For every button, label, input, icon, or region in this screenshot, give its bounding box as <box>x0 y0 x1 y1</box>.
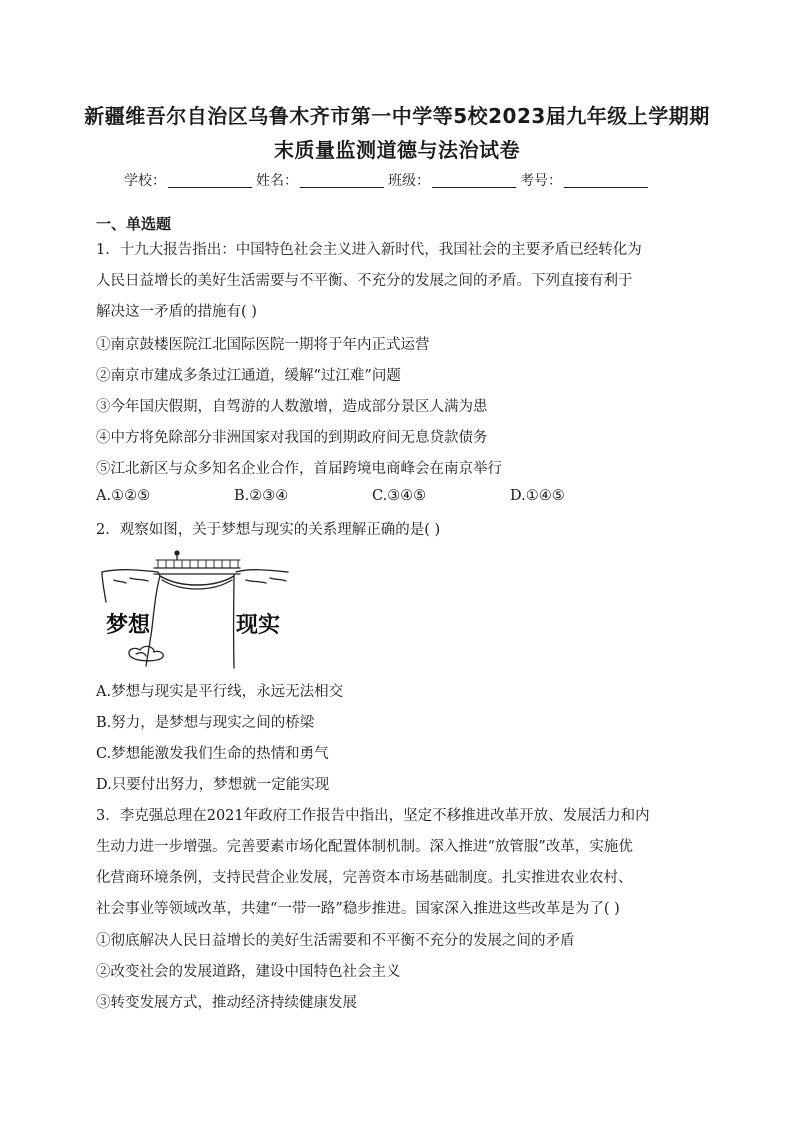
section-heading: 一、单选题 <box>96 215 172 233</box>
q2-option-d[interactable]: D.只要付出努力，梦想就一定能实现 <box>96 777 330 793</box>
q3-stem-line: 3．李克强总理在2021年政府工作报告中指出，坚定不移推进改革开放、发展活力和内 <box>96 808 650 824</box>
q1-item: ⑤江北新区与众多知名企业合作，首届跨境电商峰会在南京举行 <box>96 461 502 477</box>
q1-option-a[interactable]: A.①②⑤ <box>96 488 151 504</box>
q1-stem-line: 1．十九大报告指出：中国特色社会主义进入新时代，我国社会的主要矛盾已经转化为 <box>96 242 642 258</box>
q3-stem-line: 化营商环境条例，支持民营企业发展，完善资本市场基础制度。扎实推进农业农村、 <box>96 870 633 886</box>
q1-item: ②南京市建成多条过江通道，缓解“过江难”问题 <box>96 368 401 384</box>
q1-stem-line: 人民日益增长的美好生活需要与不平衡、不充分的发展之间的矛盾。下列直接有利于 <box>96 273 633 289</box>
figure-label-dream: 梦想 <box>106 612 151 638</box>
number-label: 考号： <box>520 173 562 189</box>
q2-option-a[interactable]: A.梦想与现实是平行线，永远无法相交 <box>96 684 344 700</box>
class-label: 班级： <box>388 173 430 189</box>
number-blank[interactable] <box>564 173 648 188</box>
name-blank[interactable] <box>300 173 384 188</box>
exam-title-line-1: 新疆维吾尔自治区乌鲁木齐市第一中学等5校2023届九年级上学期期 <box>84 104 710 128</box>
q1-option-c[interactable]: C.③④⑤ <box>372 488 427 504</box>
q1-option-b[interactable]: B.②③④ <box>234 488 289 504</box>
school-label: 学校： <box>124 173 166 189</box>
q1-item: ③今年国庆假期，自驾游的人数激增，造成部分景区人满为患 <box>96 399 488 415</box>
figure-label-reality: 现实 <box>236 612 281 638</box>
q2-option-c[interactable]: C.梦想能激发我们生命的热情和勇气 <box>96 746 329 762</box>
name-label: 姓名： <box>256 173 298 189</box>
q2-option-b[interactable]: B.努力，是梦想与现实之间的桥梁 <box>96 715 315 731</box>
q1-stem-line: 解决这一矛盾的措施有( ) <box>96 304 257 320</box>
q2-stem: 2．观察如图，关于梦想与现实的关系理解正确的是( ) <box>96 522 441 538</box>
dream-reality-bridge-figure <box>100 550 290 670</box>
q1-item: ①南京鼓楼医院江北国际医院一期将于年内正式运营 <box>96 337 430 353</box>
class-blank[interactable] <box>432 173 516 188</box>
q1-option-d[interactable]: D.①④⑤ <box>510 488 565 504</box>
q1-item: ④中方将免除部分非洲国家对我国的到期政府间无息贷款债务 <box>96 430 488 446</box>
exam-title-line-2: 末质量监测道德与法治试卷 <box>274 138 520 162</box>
student-info-row <box>124 170 652 190</box>
school-blank[interactable] <box>168 173 252 188</box>
q3-stem-line: 生动力进一步增强。完善要素市场化配置体制机制。深入推进“放管服”改革，实施优 <box>96 839 633 855</box>
q3-item: ②改变社会的发展道路，建设中国特色社会主义 <box>96 964 401 980</box>
q3-item: ①彻底解决人民日益增长的美好生活需要和不平衡不充分的发展之间的矛盾 <box>96 933 575 949</box>
q3-stem-line: 社会事业等领域改革，共建“一带一路”稳步推进。国家深入推进这些改革是为了( ) <box>96 901 620 917</box>
q3-item: ③转变发展方式，推动经济持续健康发展 <box>96 995 357 1011</box>
